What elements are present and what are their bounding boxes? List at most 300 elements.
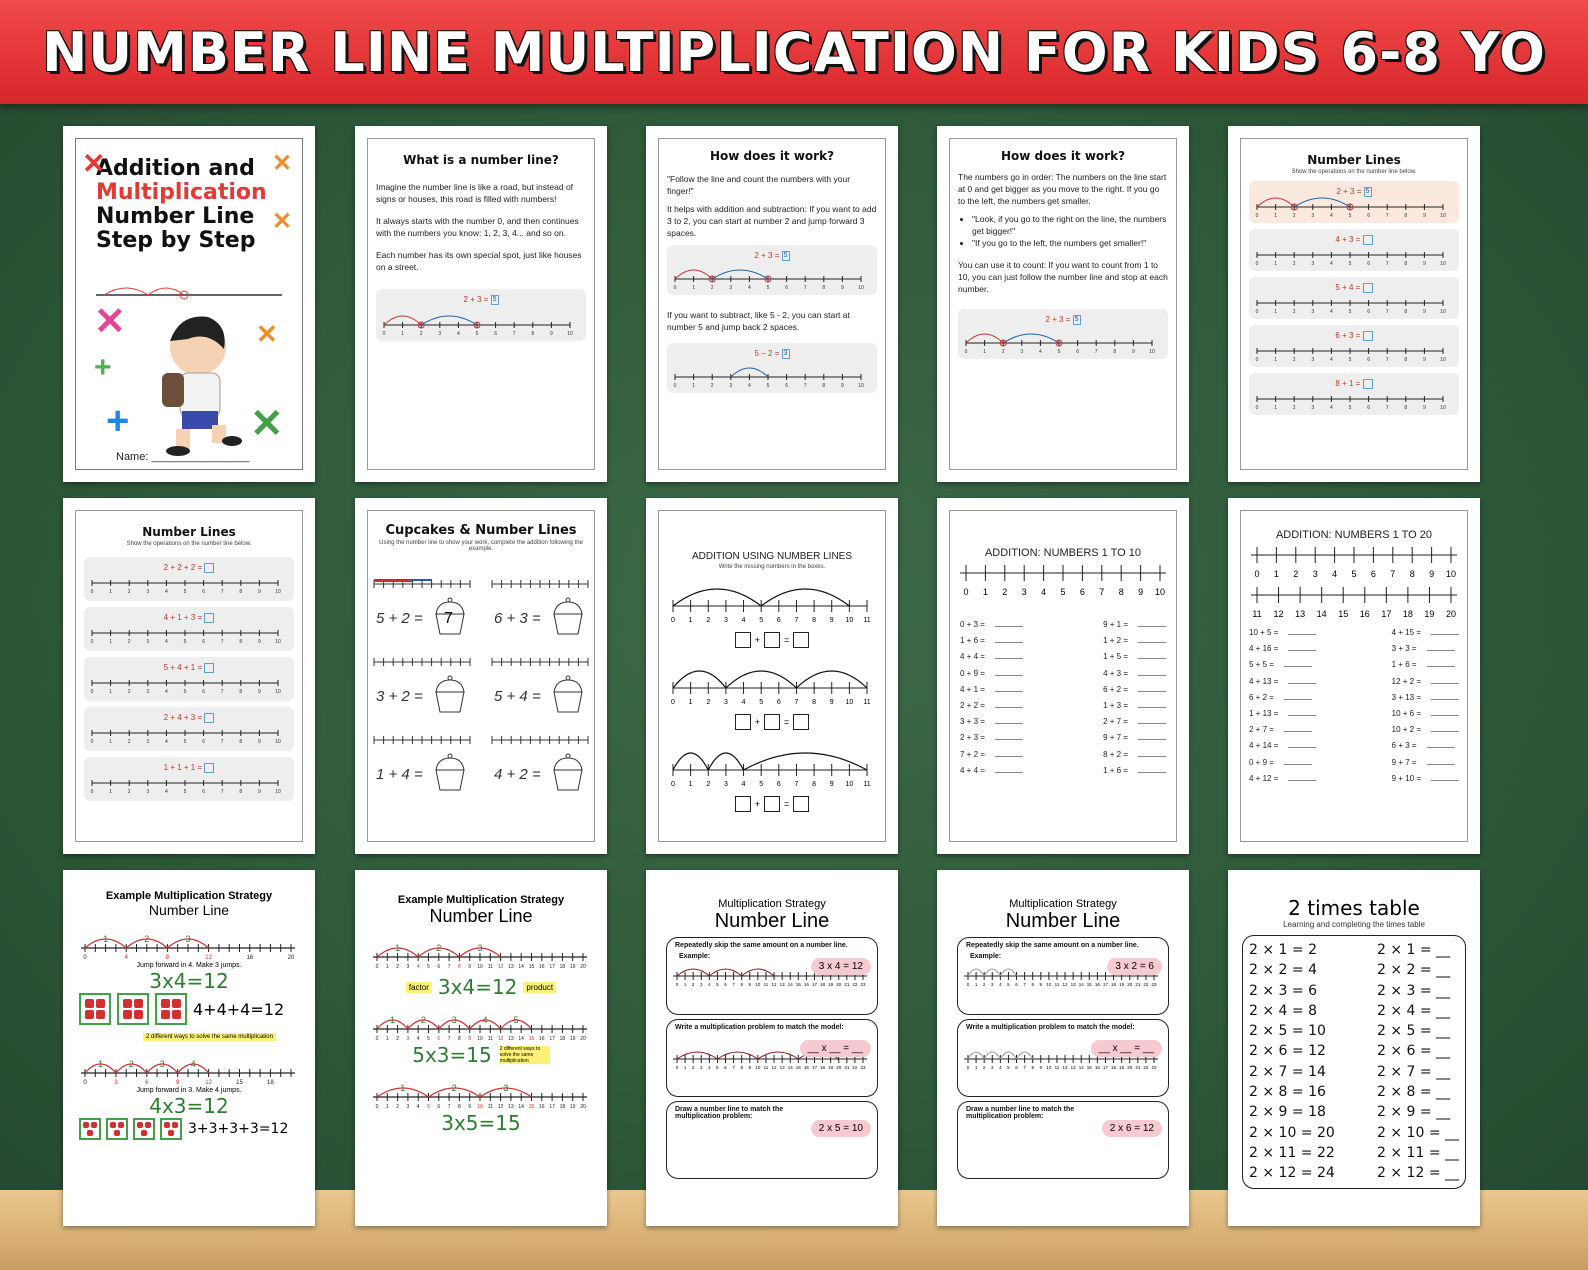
times-table-row: 2 × 4 = 8 xyxy=(1249,1002,1317,1019)
tick-label: 13 xyxy=(1295,609,1306,619)
tick-label: 3 xyxy=(146,589,150,595)
answer-line[interactable] xyxy=(1284,731,1312,732)
frosting xyxy=(554,602,582,614)
answer-box[interactable] xyxy=(1363,379,1373,389)
times-table-row[interactable]: 2 × 9 = __ xyxy=(1377,1104,1451,1121)
name-field[interactable]: Name: ________________ xyxy=(116,451,250,463)
worksheet-cover[interactable] xyxy=(63,126,315,482)
number-line-panel[interactable] xyxy=(84,657,294,701)
problem-text: 1 + 6 = xyxy=(960,636,985,646)
tick-label: 20 xyxy=(836,982,842,987)
cover-line2: Multiplication xyxy=(96,180,267,205)
cupcake-equation: 1 + 4 = xyxy=(376,766,423,783)
tick-label: 11 xyxy=(487,1036,493,1042)
answer-line[interactable] xyxy=(995,772,1023,773)
tick-label: 19 xyxy=(1119,982,1125,987)
tick-label: 0 xyxy=(90,789,94,795)
tick-label: 18 xyxy=(820,1065,826,1070)
answer-line[interactable] xyxy=(995,626,1023,627)
tick-label: 3 xyxy=(146,639,150,645)
tick-label: 19 xyxy=(828,1065,834,1070)
tick-label: 6 xyxy=(202,689,205,695)
tick-label: 5 xyxy=(427,964,430,970)
problem-row[interactable] xyxy=(1249,690,1316,706)
problem-row[interactable] xyxy=(1392,641,1459,657)
answer-line[interactable] xyxy=(1138,739,1166,740)
jump-count: 3 xyxy=(451,1015,457,1025)
answer-boxes[interactable] xyxy=(659,714,885,730)
cupcake-problem[interactable] xyxy=(490,654,590,732)
answer-line[interactable] xyxy=(1138,658,1166,659)
problem-row[interactable] xyxy=(1103,714,1166,730)
tick-label: 11 xyxy=(1252,609,1262,619)
tick-label: 16 xyxy=(539,1036,545,1042)
tick-label: 3 xyxy=(1020,349,1024,355)
problem-row[interactable] xyxy=(1392,625,1459,641)
problem-row[interactable] xyxy=(1103,633,1166,649)
worksheet-number-lines-2[interactable] xyxy=(63,498,315,854)
answer-pill[interactable]: __ x __ = __ xyxy=(1091,1040,1162,1057)
tick-label: 6 xyxy=(1367,357,1370,363)
tick-label: 9 xyxy=(258,589,261,595)
tick-label: 5 xyxy=(183,639,187,645)
answer-box[interactable] xyxy=(204,663,214,673)
times-table-row: 2 × 9 = 18 xyxy=(1249,1104,1326,1121)
box-label: Repeatedly skip the same amount on a number line. xyxy=(966,942,1139,949)
problem-row[interactable] xyxy=(1392,706,1459,722)
number-line-panel[interactable] xyxy=(1249,181,1459,223)
problem-row[interactable] xyxy=(960,666,1023,682)
problem-row[interactable] xyxy=(1103,698,1166,714)
worksheet-strategy-3x4[interactable] xyxy=(646,870,898,1226)
tick-label: 1 xyxy=(688,617,693,624)
tick-label: 5 xyxy=(759,699,764,706)
tick-label: 17 xyxy=(1102,1065,1108,1070)
tick-label: 0 xyxy=(673,285,677,291)
tick-label: 12 xyxy=(771,1065,777,1070)
times-table-row: 2 × 1 = 2 xyxy=(1249,942,1317,958)
times-table-row[interactable]: 2 × 5 = __ xyxy=(1377,1023,1451,1040)
problem-row[interactable] xyxy=(1392,755,1459,771)
tick-label: 20 xyxy=(580,1104,586,1110)
product-label: product xyxy=(523,982,556,993)
jump-arc xyxy=(717,1052,757,1059)
problem-row[interactable] xyxy=(1103,649,1166,665)
eq-equals: = xyxy=(483,295,489,305)
tick-label: 17 xyxy=(549,1104,555,1110)
tick-label: 8 xyxy=(822,383,826,389)
dot xyxy=(96,999,105,1008)
times-table-row[interactable]: 2 × 7 = __ xyxy=(1377,1063,1451,1080)
tick-label: 23 xyxy=(1151,1065,1157,1070)
answer-box[interactable] xyxy=(1363,235,1373,245)
tick-label: 5 xyxy=(1007,982,1010,987)
tick-label: 10 xyxy=(755,1065,761,1070)
page-title: Number Lines xyxy=(1307,153,1401,167)
times-table-row[interactable]: 2 × 11 = __ xyxy=(1377,1144,1459,1161)
answer-line[interactable] xyxy=(995,642,1023,643)
tick-label: 2 xyxy=(1293,569,1299,579)
tick-label: 3 xyxy=(1311,261,1315,267)
answer-box[interactable] xyxy=(204,713,214,723)
tick-label: 0 xyxy=(90,639,94,645)
tick-label: 0 xyxy=(1255,213,1259,219)
paragraph: The numbers go in order: The numbers on the line start at 0 and get bigger as you move to the right. If you go to the left, the numbers get smaller. xyxy=(958,172,1167,206)
dot xyxy=(137,1122,143,1128)
answer-box[interactable] xyxy=(735,714,751,730)
worksheet-example-strategy-2[interactable] xyxy=(355,870,607,1226)
tick-label: 10 xyxy=(275,789,281,795)
problem-row[interactable] xyxy=(960,763,1023,779)
tick-label: 6 xyxy=(724,1065,727,1070)
times-table-row[interactable]: 2 × 4 = __ xyxy=(1377,1002,1451,1019)
tick-label: 6 xyxy=(437,1036,441,1042)
answer-line[interactable] xyxy=(1431,699,1459,700)
problem-row[interactable] xyxy=(1249,755,1316,771)
tick-label: 3 xyxy=(700,1065,703,1070)
tick-label: 7 xyxy=(1099,587,1105,597)
tick-label: 12 xyxy=(771,982,777,987)
answer-box[interactable] xyxy=(764,714,780,730)
times-table-row[interactable]: 2 × 6 = __ xyxy=(1377,1043,1451,1060)
answer-line[interactable] xyxy=(1138,772,1166,773)
tick-label: 19 xyxy=(569,1104,576,1110)
number-line-panel[interactable] xyxy=(1249,229,1459,271)
tick-label: 8 xyxy=(740,1065,743,1070)
cupcake-problem[interactable] xyxy=(372,732,472,810)
tick-label: 4 xyxy=(165,639,168,645)
cupcake-icon xyxy=(550,752,586,792)
equation xyxy=(84,663,294,673)
problem-row[interactable] xyxy=(1392,738,1459,754)
problem-row[interactable] xyxy=(1249,771,1316,787)
tick-label: 3 xyxy=(723,781,728,788)
tick-label: 4 xyxy=(416,964,420,970)
answer-line[interactable] xyxy=(1427,650,1455,651)
cupcake-problem[interactable] xyxy=(490,732,590,810)
tick-label: 4 xyxy=(1330,309,1333,315)
tick-label: 18 xyxy=(1402,609,1413,619)
cupcake-row xyxy=(368,576,594,654)
answer-box: 5 xyxy=(783,252,788,259)
tick-label: 6 xyxy=(1370,569,1376,579)
answer-box[interactable] xyxy=(793,796,809,812)
answer-box[interactable] xyxy=(764,632,780,648)
model-box xyxy=(957,1019,1169,1097)
tick-label: 10 xyxy=(755,982,761,987)
times-table-row[interactable]: 2 × 10 = __ xyxy=(1377,1124,1459,1141)
problem-row[interactable] xyxy=(960,747,1023,763)
answer-line[interactable] xyxy=(1138,642,1166,643)
times-table-row: 2 × 10 = 20 xyxy=(1249,1124,1335,1141)
number-line-panel[interactable] xyxy=(84,607,294,651)
times-table-blanks[interactable] xyxy=(1377,940,1459,1184)
problem-row[interactable] xyxy=(960,698,1023,714)
tick-label: 10 xyxy=(858,285,864,291)
answer-box[interactable] xyxy=(793,714,809,730)
problem-row[interactable] xyxy=(1392,771,1459,787)
problem-row[interactable] xyxy=(960,617,1023,633)
jump-arc xyxy=(761,589,849,606)
answer-line[interactable] xyxy=(1288,747,1316,748)
jump-count: 3 xyxy=(503,1083,509,1093)
tick-label: 16 xyxy=(1094,1065,1100,1070)
problem-row[interactable] xyxy=(1249,722,1316,738)
answer-boxes[interactable] xyxy=(659,632,885,648)
cup-base xyxy=(554,692,582,712)
eq-text: 5 + 4 = xyxy=(1335,283,1363,293)
answer-line[interactable] xyxy=(1288,650,1316,651)
problem-row[interactable] xyxy=(1249,706,1316,722)
problem-row[interactable] xyxy=(1103,730,1166,746)
answer-line[interactable] xyxy=(995,691,1023,692)
tick-label: 1 xyxy=(109,789,112,795)
answer-line[interactable] xyxy=(1284,699,1312,700)
tick-label: 5 xyxy=(1348,261,1352,267)
eq-text: 1 + 1 + 1 = xyxy=(163,763,205,773)
answer-line[interactable] xyxy=(1138,675,1166,676)
page-title: How does it work? xyxy=(1000,149,1126,163)
worksheet-cupcakes[interactable] xyxy=(355,498,607,854)
problem-row[interactable] xyxy=(1103,666,1166,682)
cupcake-problem[interactable] xyxy=(372,654,472,732)
eq-text: 8 + 1 = xyxy=(1335,379,1363,389)
tick-label: 13 xyxy=(508,1104,514,1110)
answer-box[interactable] xyxy=(1363,283,1373,293)
answer-line[interactable] xyxy=(1284,666,1312,667)
tick-label: 4 xyxy=(1330,261,1333,267)
tick-label: 16 xyxy=(246,955,254,961)
problem-row[interactable] xyxy=(1103,747,1166,763)
tick-label: 0 xyxy=(1255,357,1259,363)
times-table-row[interactable]: 2 × 3 = __ xyxy=(1377,982,1451,999)
tick-label: 9 xyxy=(550,331,553,337)
answer-line[interactable] xyxy=(1138,626,1166,627)
problem-row[interactable] xyxy=(1249,738,1316,754)
answer-line[interactable] xyxy=(1431,715,1459,716)
dot-array xyxy=(133,1118,155,1140)
worksheet-addition-1-20[interactable] xyxy=(1228,498,1480,854)
tick-label: 7 xyxy=(447,964,451,970)
times-table-row[interactable]: 2 × 1 = __ xyxy=(1377,942,1451,958)
problem-row[interactable] xyxy=(1249,625,1316,641)
tick-label: 4 xyxy=(1330,405,1333,411)
problem-row[interactable] xyxy=(1392,722,1459,738)
worksheet-2-times-table[interactable] xyxy=(1228,870,1480,1226)
tick-label: 0 xyxy=(671,617,675,624)
cupcake-problem[interactable] xyxy=(490,576,590,654)
tick-label: 9 xyxy=(1039,982,1043,987)
cupcake-row xyxy=(368,654,594,732)
problem-text: 5 + 5 = xyxy=(1249,660,1274,670)
problem-row[interactable] xyxy=(1249,674,1316,690)
worksheet-how-it-works-2[interactable] xyxy=(937,126,1189,482)
answer-line[interactable] xyxy=(1431,731,1459,732)
worksheet-what-is[interactable] xyxy=(355,126,607,482)
tick-label: 9 xyxy=(829,781,834,788)
problem-row[interactable] xyxy=(1103,763,1166,779)
dot-arrays xyxy=(79,993,187,1025)
answer-box[interactable] xyxy=(793,632,809,648)
answer-box[interactable] xyxy=(735,632,751,648)
answer-box[interactable]: 5 xyxy=(1365,188,1370,195)
tick-label: 5 xyxy=(183,589,187,595)
tick-label: 5 xyxy=(183,739,187,745)
worksheet-addition-number-lines[interactable] xyxy=(646,498,898,854)
tick-label: 8 xyxy=(1113,349,1117,355)
answer-line[interactable] xyxy=(995,723,1023,724)
tick-label: 6 xyxy=(1076,349,1079,355)
tick-label: 7 xyxy=(803,383,807,389)
dot xyxy=(123,1010,132,1019)
answer-line[interactable] xyxy=(1284,764,1312,765)
problem-text: 0 + 9 = xyxy=(1249,757,1274,767)
eq-text: 5 + 4 + 1 = xyxy=(163,663,205,673)
jump-number-line xyxy=(659,570,885,630)
answer-line[interactable] xyxy=(1288,780,1316,781)
answer-line[interactable] xyxy=(1427,666,1455,667)
tick-label: 0 xyxy=(1255,309,1259,315)
tick-label: 16 xyxy=(539,964,545,970)
problem-row[interactable] xyxy=(960,682,1023,698)
jump-number-line xyxy=(75,918,301,962)
dot xyxy=(91,1122,97,1128)
tick-label: 8 xyxy=(239,789,243,795)
cupcake-problem[interactable] xyxy=(372,576,472,654)
frosting xyxy=(436,758,464,770)
tick-label: 10 xyxy=(845,617,854,624)
page-title: ADDITION: NUMBERS 1 TO 10 xyxy=(984,547,1142,559)
problem-row[interactable] xyxy=(960,649,1023,665)
problem-row[interactable] xyxy=(1103,617,1166,633)
problem-columns xyxy=(1241,625,1467,787)
answer-line[interactable] xyxy=(1431,634,1459,635)
problem-text: 4 + 16 = xyxy=(1249,644,1279,654)
tick-label: 0 xyxy=(964,349,968,355)
answer-line[interactable] xyxy=(995,658,1023,659)
tick-label: 6 xyxy=(1015,1065,1018,1070)
answer-line[interactable] xyxy=(1431,780,1459,781)
times-table-row[interactable]: 2 × 12 = __ xyxy=(1377,1165,1459,1182)
problem-text: 6 + 2 = xyxy=(1103,684,1128,694)
answer-line[interactable] xyxy=(1427,747,1455,748)
worksheet-example-strategy-1[interactable] xyxy=(63,870,315,1226)
answer-line[interactable] xyxy=(995,675,1023,676)
answer-box[interactable] xyxy=(204,763,214,773)
answer-line[interactable] xyxy=(1431,683,1459,684)
answer-line[interactable] xyxy=(1288,683,1316,684)
times-table-row[interactable]: 2 × 8 = __ xyxy=(1377,1084,1451,1101)
worksheet-strategy-3x2[interactable] xyxy=(937,870,1189,1226)
tick-label: 5 xyxy=(1007,1065,1010,1070)
answer-boxes[interactable] xyxy=(659,796,885,812)
number-line-panel[interactable] xyxy=(1249,325,1459,367)
jump-arc xyxy=(712,270,768,279)
draw-box[interactable] xyxy=(666,1101,878,1179)
answer-box[interactable] xyxy=(1363,331,1373,341)
times-table-row[interactable]: 2 × 2 = __ xyxy=(1377,962,1451,979)
number-line-panel[interactable] xyxy=(84,757,294,801)
tick-label: 1 xyxy=(1274,309,1277,315)
problem-row[interactable] xyxy=(960,730,1023,746)
answer-line[interactable] xyxy=(995,707,1023,708)
tick-label: 9 xyxy=(258,639,261,645)
number-line-panel[interactable] xyxy=(1249,277,1459,319)
tick-label: 9 xyxy=(1423,309,1426,315)
tick-label: 1 xyxy=(683,1065,687,1070)
answer-line[interactable] xyxy=(1427,764,1455,765)
answer-pill[interactable]: __ x __ = __ xyxy=(800,1040,871,1057)
worksheet-number-lines-1[interactable] xyxy=(1228,126,1480,482)
problem-row[interactable] xyxy=(960,633,1023,649)
tick-label: 1 xyxy=(688,781,693,788)
paragraph: It always starts with the number 0, and then continues with the numbers you know: 1, 2, 3, 4... and so on. xyxy=(376,216,579,238)
answer-line[interactable] xyxy=(1138,723,1166,724)
problem-row[interactable] xyxy=(1392,690,1459,706)
problem-row[interactable] xyxy=(1249,657,1316,673)
mini-number-line xyxy=(372,576,472,590)
problem-row[interactable] xyxy=(1103,682,1166,698)
answer-box[interactable] xyxy=(764,796,780,812)
tick-label: 10 xyxy=(1154,587,1166,597)
tick-label: 1 xyxy=(688,699,693,706)
answer-box[interactable] xyxy=(204,613,214,623)
problem-row[interactable] xyxy=(1249,641,1316,657)
answer-line[interactable] xyxy=(1288,715,1316,716)
number-line-panel[interactable] xyxy=(1249,373,1459,415)
problem-row[interactable] xyxy=(1392,674,1459,690)
jump-arc xyxy=(673,671,726,688)
tick-label: 9 xyxy=(1429,569,1435,579)
tick-label: 8 xyxy=(822,285,826,291)
answer-box[interactable] xyxy=(204,563,214,573)
answer-box[interactable] xyxy=(735,796,751,812)
cover-line3: Number Line xyxy=(96,204,255,229)
tick-label: 12 xyxy=(1062,982,1068,987)
answer-line[interactable] xyxy=(1138,756,1166,757)
times-table-row: 2 × 3 = 6 xyxy=(1249,982,1317,999)
tick-label: 1 xyxy=(109,639,112,645)
tick-label: 12 xyxy=(497,1104,504,1110)
problem-row[interactable] xyxy=(960,714,1023,730)
answer-line[interactable] xyxy=(1138,691,1166,692)
number-line-panel[interactable] xyxy=(84,707,294,751)
example-label: Example: xyxy=(679,953,711,960)
tick-label: 0 xyxy=(90,689,94,695)
tick-label: 1 xyxy=(683,982,687,987)
dot xyxy=(161,1010,170,1019)
answer-line[interactable] xyxy=(1138,707,1166,708)
answer-line[interactable] xyxy=(995,739,1023,740)
answer-line[interactable] xyxy=(1288,634,1316,635)
answer-line[interactable] xyxy=(995,756,1023,757)
problem-text: 3 + 3 = xyxy=(1391,644,1417,654)
tick-label: 5 xyxy=(1348,405,1352,411)
tick-label: 1 xyxy=(385,964,389,970)
number-line-panel[interactable] xyxy=(84,557,294,601)
tick-label: 23 xyxy=(1151,982,1157,987)
equation xyxy=(958,315,1168,325)
worksheet-how-it-works-1[interactable] xyxy=(646,126,898,482)
draw-box[interactable] xyxy=(957,1101,1169,1179)
dot xyxy=(123,999,132,1008)
worksheet-addition-1-10[interactable] xyxy=(937,498,1189,854)
tick-label: 17 xyxy=(549,964,555,970)
equation-large: 3x4=12 xyxy=(437,975,518,999)
problem-row[interactable] xyxy=(1392,657,1459,673)
cupcake-grid xyxy=(368,576,594,810)
tick-label: 7 xyxy=(1385,213,1389,219)
